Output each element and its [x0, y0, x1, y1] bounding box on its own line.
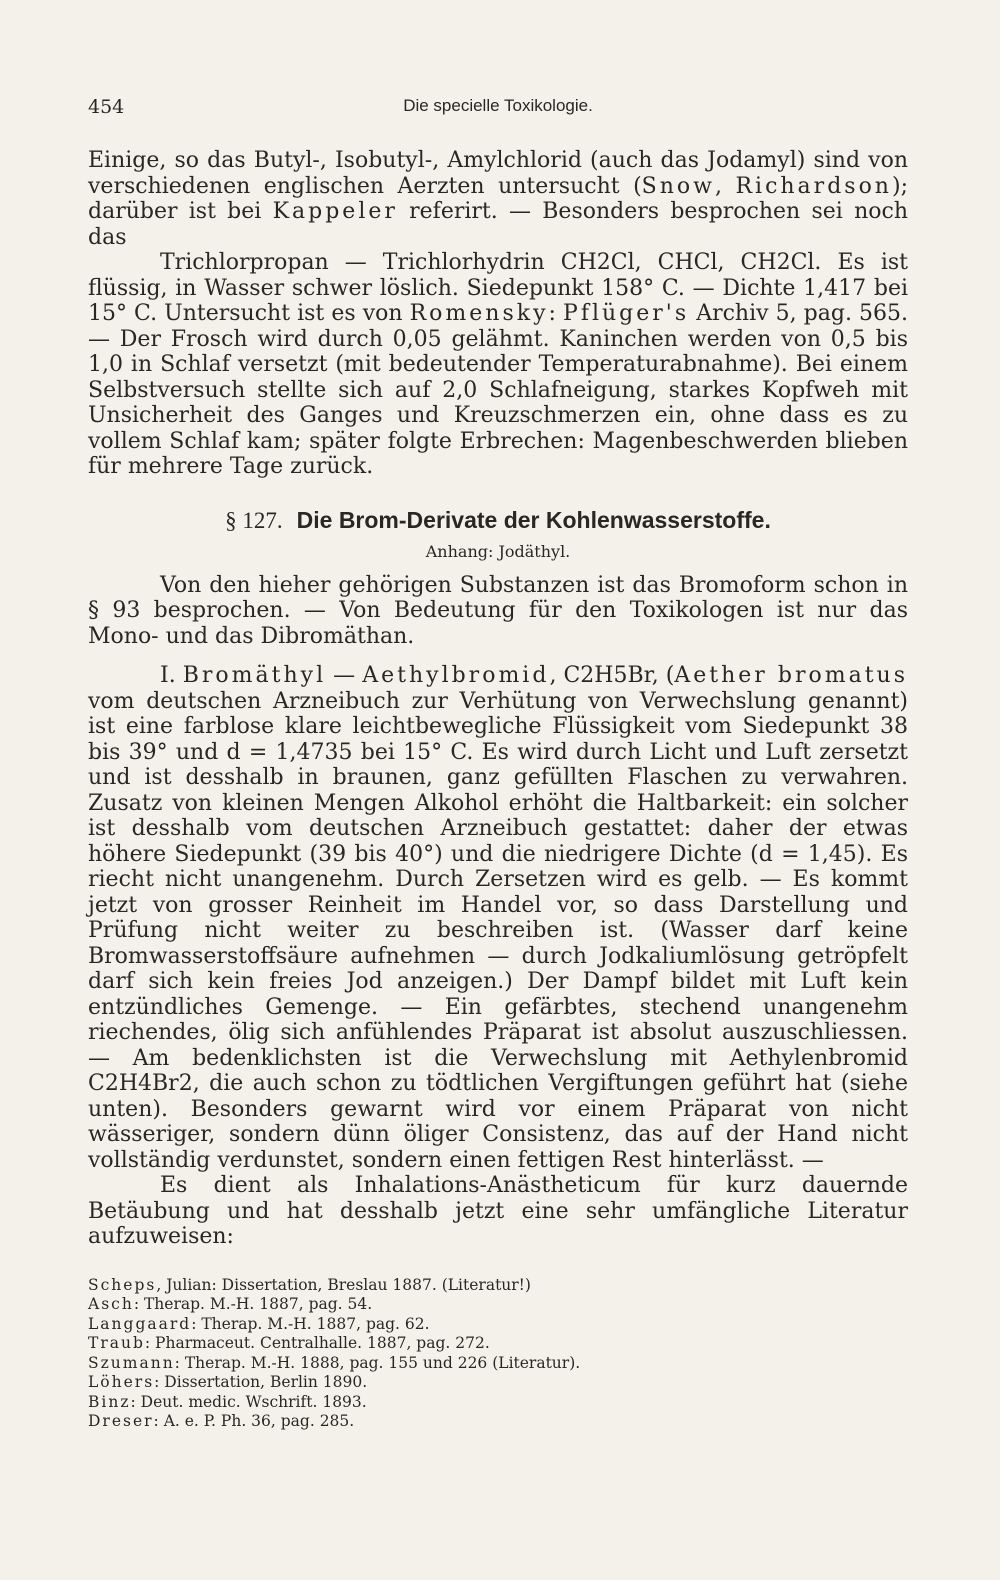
section-subtitle: Anhang: Jodäthyl.	[425, 541, 571, 561]
running-title: Die specielle Toxikologie.	[403, 96, 593, 115]
reference-author: Langgaard	[88, 1314, 192, 1333]
reference-text: : Deut. medic. Wschrift. 1893.	[130, 1392, 367, 1411]
reference-text: : Dissertation, Berlin 1890.	[154, 1373, 368, 1391]
spacer	[88, 480, 908, 506]
reference-text: : Therap. M.-H. 1888, pag. 155 und 226 (Literatur).	[174, 1353, 581, 1372]
book-page	[88, 0, 908, 1580]
page-header	[88, 96, 908, 126]
text-run: Trichlorpropan — Trichlorhydrin CH2Cl, CHCl, CH2Cl. Es ist flüssig, in Wasser schwer löslich. Siedepunkt 158° C. — Dichte 1,417 bei 15° C. Untersucht ist es von	[88, 250, 908, 326]
author-name: Pflüger's	[563, 301, 690, 326]
reference-item	[88, 1412, 908, 1432]
reference-item	[88, 1393, 908, 1413]
section-number: § 127.	[225, 507, 283, 533]
author-name: Richardson	[735, 173, 892, 199]
reference-text: : Pharmaceut. Centralhalle. 1887, pag. 272.	[144, 1334, 490, 1352]
reference-text: : Therap. M.-H. 1887, pag. 54.	[133, 1295, 373, 1313]
reference-list	[88, 1276, 908, 1432]
text-run: —	[326, 663, 363, 688]
paragraph-intro	[88, 148, 908, 250]
reference-author: Traub	[88, 1334, 145, 1352]
reference-author: Szumann	[88, 1353, 175, 1372]
term: Aether bromatus	[674, 663, 908, 688]
spacer	[88, 649, 908, 663]
paragraph-trichlorpropan	[88, 250, 908, 480]
text-run: Archiv 5, pag. 565. — Der Frosch wird durch 0,05 gelähmt. Kaninchen werden von 0,5 bis 1,0 in Schlaf versetzt (mit bedeutender Temperaturabnahme). Bei einem Selbstversuch stellte sich auf 2,0 Schlafneigung, starkes Kopfweh mit Unsicherheit des Ganges und Kreuzschmerzen ein, ohne dass es zu vollem Schlaf kam; später folgte Erbrechen: Magenbeschwerden blieben für mehrere Tage zurück.	[88, 301, 908, 479]
reference-item	[88, 1295, 908, 1315]
author-name: Romensky	[409, 301, 549, 326]
term: Bromäthyl	[182, 663, 327, 688]
text-run: referirt. — Besonders besprochen sei noch das	[88, 199, 908, 250]
text-run: ); darüber ist bei	[88, 173, 908, 224]
reference-author: Löhers	[88, 1373, 155, 1391]
reference-author: Binz	[88, 1392, 131, 1411]
reference-text: : Therap. M.-H. 1887, pag. 62.	[191, 1314, 430, 1333]
reference-text: : A. e. P. Ph. 36, pag. 285.	[153, 1412, 355, 1430]
paragraph-inhalation: Es dient als Inhalations-Anästheticum für kurz dauernde Betäubung und hat desshalb jetzt eine sehr umfängliche Literatur aufzuweisen:	[88, 1173, 908, 1249]
section-heading	[88, 506, 908, 535]
reference-item	[88, 1334, 908, 1354]
text-run: , C2H5Br, (	[549, 663, 675, 688]
text-run: :	[548, 301, 564, 326]
page-number: 454	[88, 96, 125, 118]
reference-author: Scheps	[88, 1275, 157, 1294]
section-title: Die Brom-Derivate der Kohlenwasserstoffe.	[296, 506, 771, 533]
paragraph-bromaethyl	[88, 663, 908, 1173]
author-name: Snow	[641, 173, 715, 199]
text-run: ,	[714, 173, 736, 199]
reference-item	[88, 1315, 908, 1335]
reference-item	[88, 1354, 908, 1374]
text-run: vom deutschen Arzneibuch zur Verhütung von Verwechslung genannt) ist eine farblose klare leichtbewegliche Flüssigkeit vom Siedepunkt 38 bis 39° und d = 1,4735 bei 15° C. Es wird durch Licht und Luft zersetzt und ist desshalb in braunen, ganz gefüllten Flaschen zu verwahren. Zusatz von kleinen Mengen Alkohol erhöht die Haltbarkeit: ein solcher ist desshalb vom deutschen Arzneibuch gestattet: daher der etwas höhere Siedepunkt (39 bis 40°) und die niedrigere Dichte (d = 1,45). Es riecht nicht unangenehm. Durch Zersetzen wird es gelb. — Es kommt jetzt von grosser Reinheit im Handel vor, so dass Darstellung und Prüfung nicht weiter zu beschreiben ist. (Wasser darf keine Bromwasserstoffsäure aufnehmen — durch Jodkaliumlösung getröpfelt darf sich kein freies Jod anzeigen.) Der Dampf bildet mit Luft kein entzündliches Gemenge. — Ein gefärbtes, stechend unangenehm riechendes, ölig sich anfühlendes Präparat ist absolut auszuschliessen. — Am bedenklichsten ist die Verwechslung mit Aethylenbromid C2H4Br2, die auch schon zu tödtlichen Vergiftungen geführt hat (siehe unten). Besonders gewarnt wird vor einem Präparat von nicht wässeriger, sondern dünn öliger Consistenz, das auf der Hand nicht vollständig verdunstet, sondern einen fettigen Rest hinterlässt. —	[88, 688, 908, 1173]
reference-item	[88, 1373, 908, 1393]
text-run: Einige, so das Butyl-, Isobutyl-, Amylchlorid (auch das Jodamyl) sind von verschiedenen englischen Aerzten untersucht (	[88, 148, 908, 199]
text-run: I.	[160, 663, 183, 688]
paragraph-overview: Von den hieher gehörigen Substanzen ist das Bromoform schon in § 93 besprochen. — Von Bedeutung für den Toxikologen ist nur das Mono- und das Dibromäthan.	[88, 572, 908, 649]
reference-author: Dreser	[88, 1412, 154, 1430]
author-name: Kappeler	[272, 199, 398, 224]
term: Aethylbromid	[362, 663, 550, 688]
page-body	[88, 148, 908, 1432]
reference-text: , Julian: Dissertation, Breslau 1887. (Literatur!)	[156, 1275, 531, 1294]
reference-item	[88, 1276, 908, 1296]
reference-author: Asch	[88, 1295, 134, 1313]
